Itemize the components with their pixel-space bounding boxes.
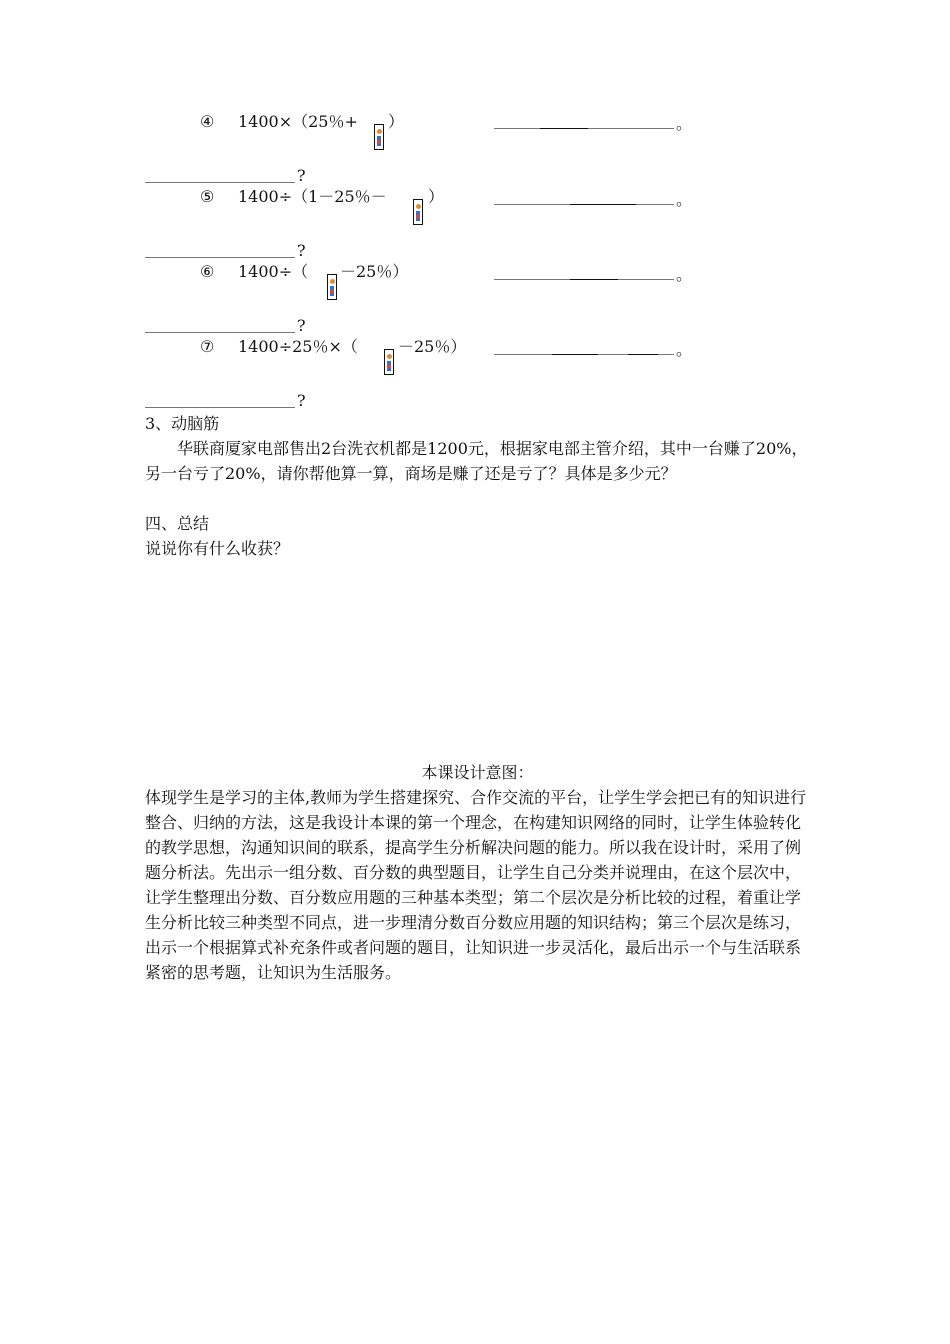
answer-blank-underline — [540, 128, 588, 129]
exercise-expression: 1400÷25％×（ — [238, 337, 358, 356]
exercise-after-picture: －25％） — [398, 337, 467, 356]
exercise-expression: 1400÷（1－25％－ — [238, 187, 387, 206]
question-blank[interactable] — [145, 182, 295, 183]
answer-blank-underline — [628, 354, 658, 355]
exercise-expression: 1400×（25％+ — [238, 112, 358, 131]
inline-picture-icon — [327, 274, 337, 300]
question-mark: ? — [297, 316, 306, 335]
answer-blank-underline — [570, 204, 636, 205]
exercise-number: ④ — [200, 112, 215, 131]
answer-blank-underline — [570, 279, 618, 280]
question-mark: ? — [297, 166, 306, 185]
section-3-body: 华联商厦家电部售出2台洗衣机都是1200元，根据家电部主管介绍，其中一台赚了20%，另一台亏了20%，请你帮他算一算，商场是赚了还是亏了？具体是多少元？ — [145, 439, 808, 483]
question-blank[interactable] — [145, 257, 295, 258]
period: 。 — [676, 265, 693, 284]
design-intent-body: 体现学生是学习的主体,教师为学生搭建探究、合作交流的平台，让学生学会把已有的知识进行整合、归纳的方法，这是我设计本课的第一个理念，在构建知识网络的同时，让学生体验转化的教学思想，沟通知识间的联系，提高学生分析解决问题的能力。所以我在设计时，采用了例题分析法。先出示一组分数、百分数的典型题目，让学生自己分类并说理由，在这个层次中，让学生整理出分数、百分数应用题的三种基本类型；第二个层次是分析比较的过程，着重让学生分析比较三种类型不同点，进一步理清分数百分数应用题的知识结构；第三个层次是练习，出示一个根据算式补充条件或者问题的题目，让知识进一步灵活化，最后出示一个与生活联系紧密的思考题，让知识为生活服务。 — [145, 788, 807, 982]
exercise-number: ⑦ — [200, 337, 215, 356]
exercise-after-picture: －25％） — [340, 262, 409, 281]
inline-picture-icon — [374, 124, 384, 150]
period: 。 — [676, 190, 693, 209]
exercise-number: ⑤ — [200, 187, 215, 206]
exercise-close-paren: ） — [388, 112, 405, 131]
inline-picture-icon — [384, 349, 394, 375]
exercise-expression: 1400÷（ — [238, 262, 309, 281]
section-4-heading: 四、总结 — [145, 514, 210, 533]
question-blank[interactable] — [145, 407, 295, 408]
question-blank[interactable] — [145, 332, 295, 333]
inline-picture-icon — [413, 199, 423, 225]
question-mark: ? — [297, 241, 306, 260]
exercise-number: ⑥ — [200, 262, 215, 281]
section-3-heading: 3、动脑筋 — [145, 414, 220, 433]
period: 。 — [676, 114, 693, 133]
period: 。 — [676, 340, 693, 359]
question-mark: ? — [297, 391, 306, 410]
answer-blank-underline — [552, 354, 598, 355]
exercise-close-paren: ） — [428, 187, 445, 206]
design-intent-title: 本课设计意图： — [421, 763, 534, 782]
section-4-prompt: 说说你有什么收获？ — [145, 539, 290, 558]
